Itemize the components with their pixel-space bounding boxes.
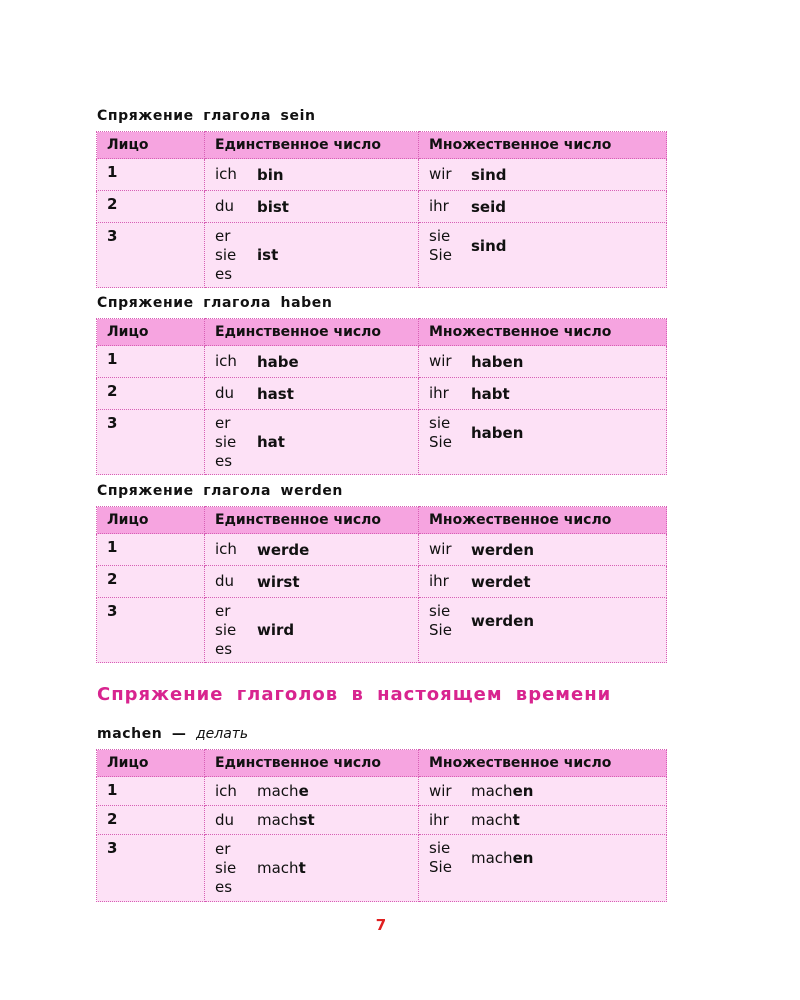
table-header-row <box>97 750 667 777</box>
person-cell: 2 <box>97 191 205 223</box>
verb-form: haben <box>471 424 524 442</box>
verb-form: hast <box>257 384 294 403</box>
pronoun-group: er sie es <box>215 839 237 896</box>
pronoun: wir <box>429 352 452 370</box>
table-header-row <box>97 507 667 534</box>
pronoun: ich <box>215 781 237 800</box>
header-singular: Единственное число <box>205 132 419 159</box>
person-cell: 2 <box>97 378 205 410</box>
table-row <box>97 191 667 223</box>
pronoun: ihr <box>429 810 449 829</box>
table-row <box>97 806 667 835</box>
conjugation-table-werden <box>96 506 667 663</box>
pronoun: du <box>215 197 235 215</box>
pronoun: wir <box>429 781 452 800</box>
header-singular: Единственное число <box>205 319 419 346</box>
verb-form: bist <box>257 197 289 216</box>
header-person: Лицо <box>97 750 205 777</box>
pronoun: ihr <box>429 197 449 215</box>
pronoun: ich <box>215 352 237 370</box>
pronoun: ich <box>215 165 237 183</box>
header-person: Лицо <box>97 132 205 159</box>
header-singular: Единственное число <box>205 507 419 534</box>
verb-form: sind <box>471 165 507 184</box>
person-cell: 3 <box>97 410 205 475</box>
conjugation-table-machen <box>96 749 667 902</box>
table-row <box>97 346 667 378</box>
verb-form: seid <box>471 197 506 216</box>
pronoun: du <box>215 810 235 829</box>
pronoun-group: er sie es <box>215 601 237 658</box>
verb-ending: en <box>512 849 534 867</box>
person-cell: 2 <box>97 806 205 835</box>
conjugation-table-haben <box>96 318 667 475</box>
dash: — <box>171 726 187 742</box>
verb-form: macht <box>257 859 306 877</box>
pronoun: du <box>215 384 235 402</box>
header-singular: Единственное число <box>205 750 419 777</box>
pronoun-group: er sie es <box>215 226 237 283</box>
verb-form: machen <box>471 849 534 867</box>
table-row <box>97 159 667 191</box>
verb-form: wird <box>257 621 295 639</box>
page-number: 7 <box>375 916 387 934</box>
table-caption-werden: Спряжение глагола werden <box>97 483 343 499</box>
pronoun-group: sie Sie <box>429 227 452 264</box>
pronoun-group: sie Sie <box>429 839 452 876</box>
header-person: Лицо <box>97 507 205 534</box>
header-plural: Множественное число <box>419 750 667 777</box>
verb-form: bin <box>257 165 284 184</box>
verb-form: ist <box>257 246 279 264</box>
verb-form: werden <box>471 612 535 630</box>
table-row <box>97 534 667 566</box>
table-row <box>97 777 667 806</box>
person-cell: 3 <box>97 598 205 663</box>
verb-ending: t <box>512 811 520 829</box>
verb-form: wirst <box>257 572 300 591</box>
pronoun: du <box>215 572 235 590</box>
pronoun-group: sie Sie <box>429 602 452 639</box>
table-header-row <box>97 132 667 159</box>
verb-form: mache <box>257 782 309 800</box>
verb-form: habe <box>257 352 299 371</box>
table-row <box>97 410 667 475</box>
verb-ending: t <box>298 859 306 877</box>
verb-form: werde <box>257 540 310 559</box>
verb-infinitive: machen <box>97 726 163 742</box>
table-row <box>97 835 667 902</box>
conjugation-table-sein <box>96 131 667 288</box>
verb-form: habt <box>471 384 510 403</box>
verb-form: machen <box>471 782 534 800</box>
pronoun: wir <box>429 540 452 558</box>
pronoun: ihr <box>429 384 449 402</box>
verb-ending: en <box>512 782 534 800</box>
pronoun: wir <box>429 165 452 183</box>
header-plural: Множественное число <box>419 319 667 346</box>
verb-form: sind <box>471 237 507 255</box>
pronoun-group: sie Sie <box>429 414 452 451</box>
verb-translation: делать <box>195 726 249 742</box>
section-title: Спряжение глаголов в настоящем времени <box>97 684 612 705</box>
table-row <box>97 566 667 598</box>
header-plural: Множественное число <box>419 132 667 159</box>
table-row <box>97 598 667 663</box>
person-cell: 3 <box>97 223 205 288</box>
verb-ending: st <box>298 811 315 829</box>
person-cell: 3 <box>97 835 205 902</box>
table-header-row <box>97 319 667 346</box>
verb-form: hat <box>257 433 285 451</box>
person-cell: 1 <box>97 159 205 191</box>
table-row <box>97 223 667 288</box>
verb-form: macht <box>471 811 520 829</box>
table-caption-haben: Спряжение глагола haben <box>97 295 333 311</box>
verb-form: werdet <box>471 572 531 591</box>
person-cell: 1 <box>97 534 205 566</box>
header-plural: Множественное число <box>419 507 667 534</box>
person-cell: 2 <box>97 566 205 598</box>
verb-form: werden <box>471 540 535 559</box>
verb-form: machst <box>257 811 315 829</box>
pronoun-group: er sie es <box>215 413 237 470</box>
table-row <box>97 378 667 410</box>
pronoun: ihr <box>429 572 449 590</box>
header-person: Лицо <box>97 319 205 346</box>
verb-ending: e <box>298 782 309 800</box>
verb-form: haben <box>471 352 524 371</box>
person-cell: 1 <box>97 346 205 378</box>
person-cell: 1 <box>97 777 205 806</box>
verb-caption-machen <box>97 726 248 742</box>
table-caption-sein: Спряжение глагола sein <box>97 108 316 124</box>
pronoun: ich <box>215 540 237 558</box>
